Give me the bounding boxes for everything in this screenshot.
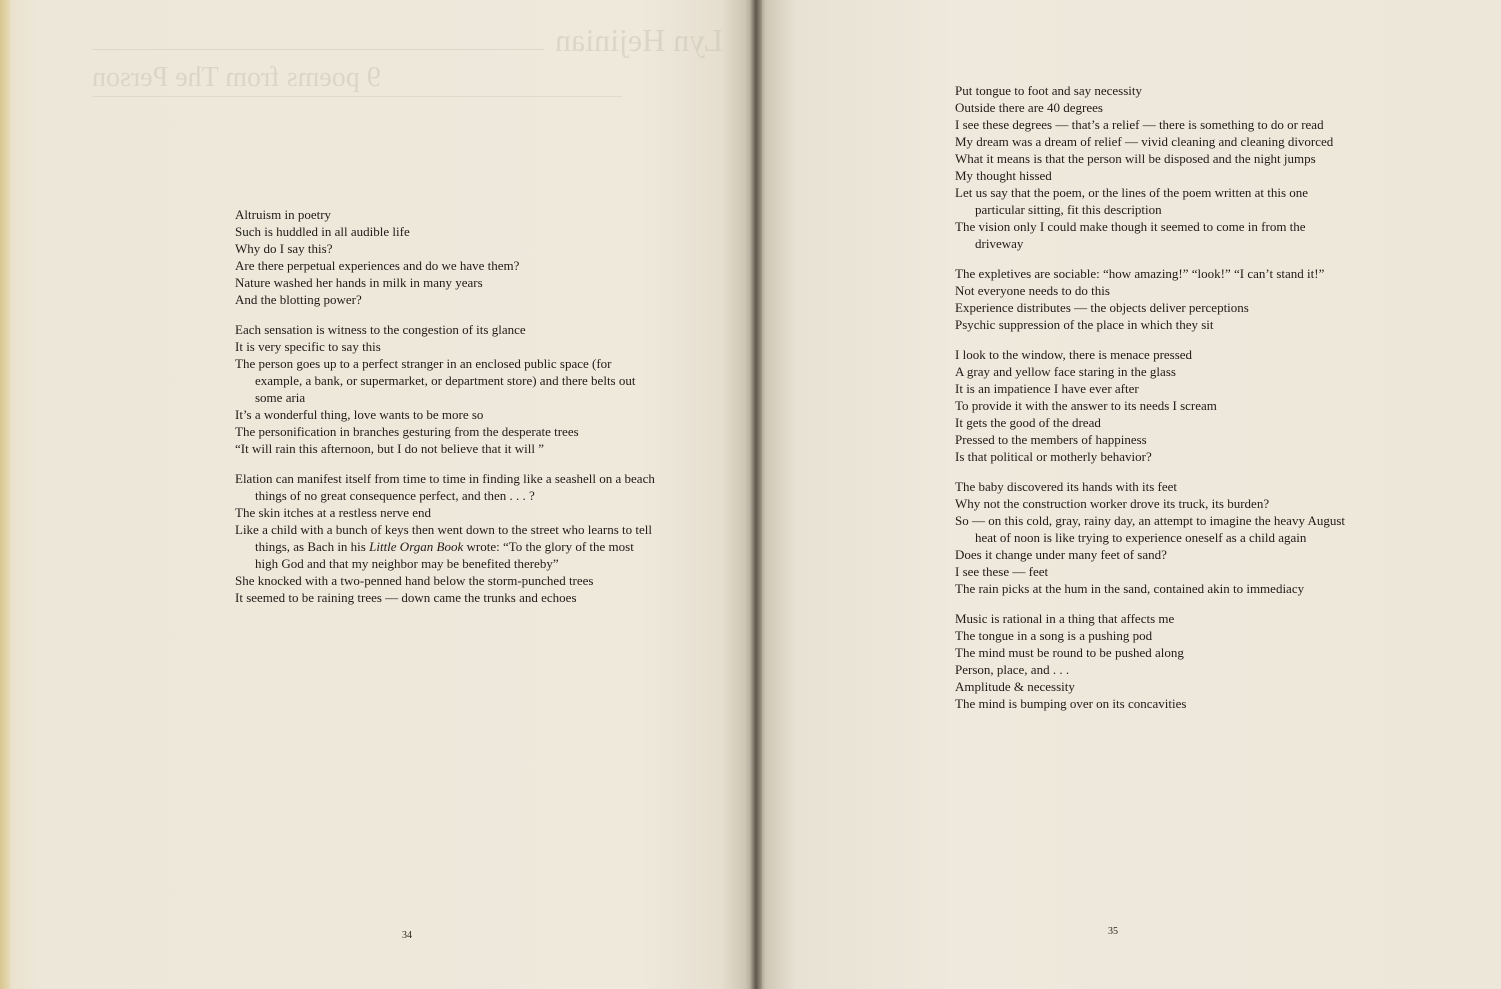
poem-line: Altruism in poetry (235, 207, 332, 222)
poem-line: The baby discovered its hands with its feet (955, 479, 1178, 494)
poem-line: The expletives are sociable: “how amazing!” “look!” “I can’t stand it!” (955, 266, 1325, 281)
page-edge (0, 0, 10, 989)
poem-line: Not everyone needs to do this (955, 283, 1110, 298)
poem-line: It is an impatience I have ever after (955, 381, 1139, 396)
poem-line: It is very specific to say this (235, 339, 381, 354)
poem-line: Why not the construction worker drove its truck, its burden? (955, 496, 1270, 511)
poem-line: Pressed to the members of happiness (955, 432, 1147, 447)
poem-line: I look to the window, there is menace pressed (955, 347, 1193, 362)
poem-line: Such is huddled in all audible life (235, 224, 410, 239)
poem-line: The skin itches at a restless nerve end (235, 505, 432, 520)
poem-line: I see these — feet (955, 564, 1049, 579)
poem-stanza (955, 478, 1355, 597)
poem-line: It’s a wonderful thing, love wants to be more so (235, 407, 484, 422)
poem-line: What it means is that the person will be disposed and the night jumps (955, 151, 1316, 166)
poem-line: Person, place, and . . . (955, 662, 1070, 677)
poem-stanza (235, 321, 655, 457)
poem-line: Does it change under many feet of sand? (955, 547, 1167, 562)
poem-stanza (955, 610, 1355, 712)
poem-stanza (955, 82, 1355, 252)
poem-line: Each sensation is witness to the congestion of its glance (235, 322, 526, 337)
poem-line: Why do I say this? (235, 241, 333, 256)
poem-line: A gray and yellow face staring in the glass (955, 364, 1176, 379)
show-through-rule (92, 96, 622, 97)
poem-line: The personification in branches gesturing from the desperate trees (235, 424, 579, 439)
show-through-author: Lyn Hejinian (555, 22, 723, 58)
poem-line: Are there perpetual experiences and do we have them? (235, 258, 520, 273)
show-through-rule (92, 49, 544, 50)
poem-line: Like a child with a bunch of keys then went down to the street who learns to tell things, as Bach in his Little Organ Book wrote: “To the glory of the most high God and that my neighbor may be benefited thereby” (235, 522, 652, 571)
poem-line: My dream was a dream of relief — vivid cleaning and cleaning divorced (955, 134, 1334, 149)
poem-line: And the blotting power? (235, 292, 362, 307)
book-gutter (750, 0, 762, 989)
poem-line: Psychic suppression of the place in which they sit (955, 317, 1214, 332)
poem-line: She knocked with a two-penned hand below the storm-punched trees (235, 573, 594, 588)
poem-line: The vision only I could make though it seemed to come in from the driveway (955, 219, 1306, 251)
right-page-poems (955, 82, 1355, 725)
poem-line: Let us say that the poem, or the lines of the poem written at this one particular sitting, fit this description (955, 185, 1309, 217)
page-number-left: 34 (402, 930, 412, 941)
poem-line: Nature washed her hands in milk in many years (235, 275, 483, 290)
poem-line: The person goes up to a perfect stranger in an enclosed public space (for example, a bank, or supermarket, or department store) and there belts out some aria (235, 356, 636, 405)
poem-line: Elation can manifest itself from time to time in finding like a seashell on a beach things of no great consequence perfect, and then . . . ? (235, 471, 655, 503)
poem-line: Experience distributes — the objects deliver perceptions (955, 300, 1249, 315)
poem-line: The mind is bumping over on its concavities (955, 696, 1187, 711)
poem-line: “It will rain this afternoon, but I do not believe that it will ” (235, 441, 545, 456)
left-page-poems (235, 206, 655, 619)
show-through-title: 9 poems from The Person (92, 62, 381, 93)
poem-line: To provide it with the answer to its needs I scream (955, 398, 1217, 413)
poem-line: Amplitude & necessity (955, 679, 1075, 694)
poem-line: It seemed to be raining trees — down came the trunks and echoes (235, 590, 577, 605)
poem-line: My thought hissed (955, 168, 1052, 183)
poem-line: Put tongue to foot and say necessity (955, 83, 1143, 98)
poem-line: It gets the good of the dread (955, 415, 1101, 430)
poem-line: The mind must be round to be pushed along (955, 645, 1184, 660)
poem-stanza (955, 265, 1355, 333)
poem-line: The rain picks at the hum in the sand, contained akin to immediacy (955, 581, 1305, 596)
poem-line: Is that political or motherly behavior? (955, 449, 1152, 464)
poem-line: So — on this cold, gray, rainy day, an attempt to imagine the heavy August heat of noon is like trying to experience oneself as a child again (955, 513, 1346, 545)
poem-stanza (235, 206, 655, 308)
poem-line: Music is rational in a thing that affects me (955, 611, 1175, 626)
poem-line: The tongue in a song is a pushing pod (955, 628, 1153, 643)
poem-line: Outside there are 40 degrees (955, 100, 1103, 115)
poem-stanza (955, 346, 1355, 465)
poem-stanza (235, 470, 655, 606)
page-number-right: 35 (1108, 926, 1118, 937)
poem-line: I see these degrees — that’s a relief — there is something to do or read (955, 117, 1324, 132)
